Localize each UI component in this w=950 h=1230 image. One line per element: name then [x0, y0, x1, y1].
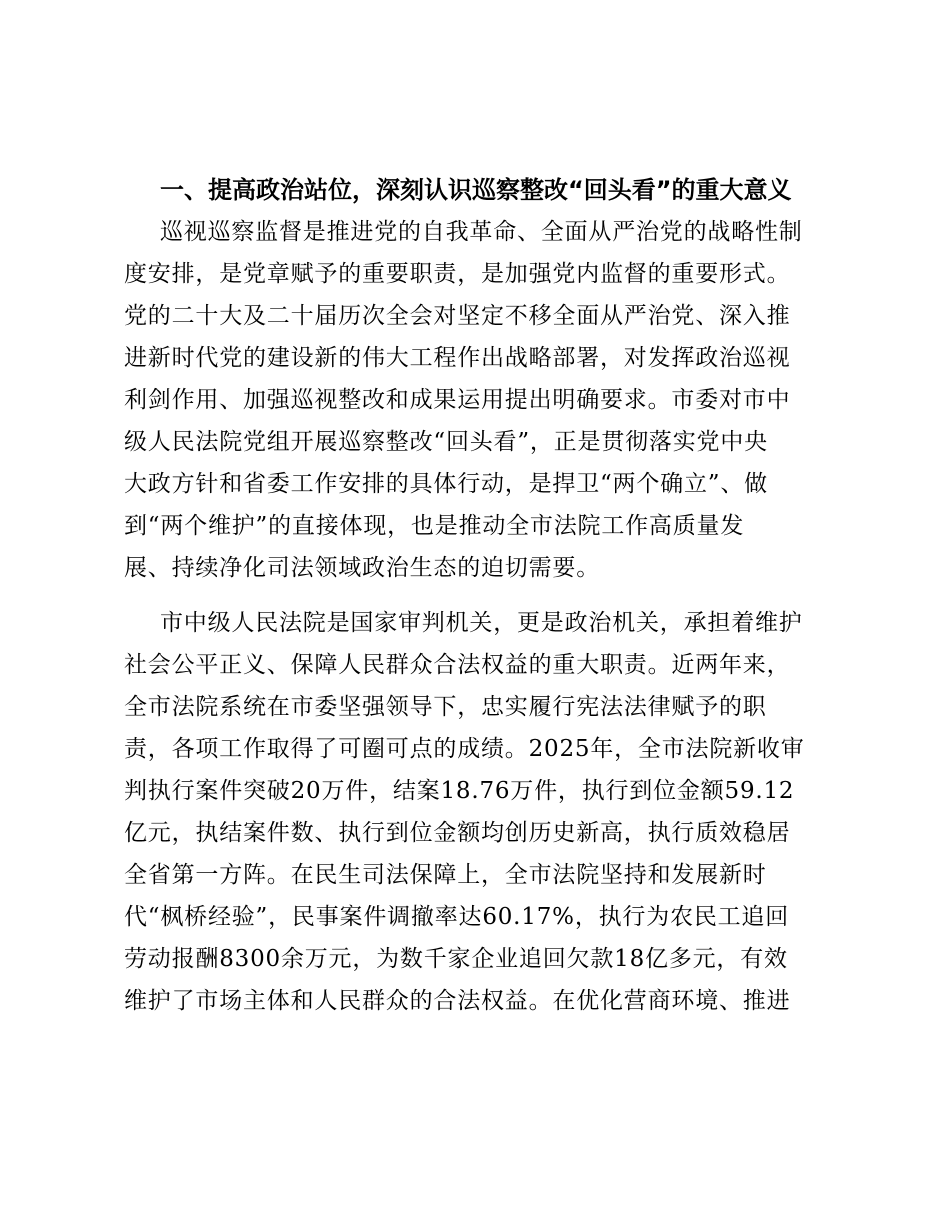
text-line: 亿元，执结案件数、执行到位金额均创历史新高，执行质效稳居: [124, 820, 791, 846]
text-line: 级人民法院党组开展巡察整改“回头看”，正是贯彻落实党中央: [124, 429, 768, 455]
text-line: 大政方针和省委工作安排的具体行动，是捍卫“两个确立”、做: [124, 471, 768, 497]
text-line: 判执行案件突破20万件，结案18.76万件，执行到位金额59.12: [124, 778, 795, 804]
text-line: 社会公平正义、保障人民群众合法权益的重大职责。近两年来，: [124, 652, 791, 678]
section-heading: 一、提高政治站位，深刻认识巡察整改“回头看”的重大意义: [160, 176, 792, 204]
text-line: 利剑作用、加强巡视整改和成果运用提出明确要求。市委对市中: [124, 387, 791, 413]
text-line: 进新时代党的建设新的伟大工程作出战略部署，对发挥政治巡视: [124, 345, 791, 371]
text-line: 度安排，是党章赋予的重要职责，是加强党内监督的重要形式。: [124, 261, 791, 287]
text-line: 巡视巡察监督是推进党的自我革命、全面从严治党的战略性制: [160, 219, 803, 245]
text-line: 全省第一方阵。在民生司法保障上，全市法院坚持和发展新时: [124, 862, 767, 888]
text-line: 责，各项工作取得了可圈可点的成绩。2025年，全市法院新收审: [124, 736, 805, 762]
text-line: 到“两个维护”的直接体现，也是推动全市法院工作高质量发: [124, 513, 745, 539]
text-line: 展、持续净化司法领域政治生态的迫切需要。: [124, 555, 600, 581]
text-line: 代“枫桥经验”，民事案件调撤率达60.17%，执行为农民工追回: [124, 904, 790, 930]
text-line: 党的二十大及二十届历次全会对坚定不移全面从严治党、深入推: [124, 303, 791, 329]
text-line: 维护了市场主体和人民群众的合法权益。在优化营商环境、推进: [124, 988, 791, 1014]
text-line: 劳动报酬8300余万元，为数千家企业追回欠款18亿多元，有效: [124, 946, 788, 972]
text-line: 市中级人民法院是国家审判机关，更是政治机关，承担着维护: [160, 610, 803, 636]
text-line: 全市法院系统在市委坚强领导下，忠实履行宪法法律赋予的职: [124, 694, 767, 720]
